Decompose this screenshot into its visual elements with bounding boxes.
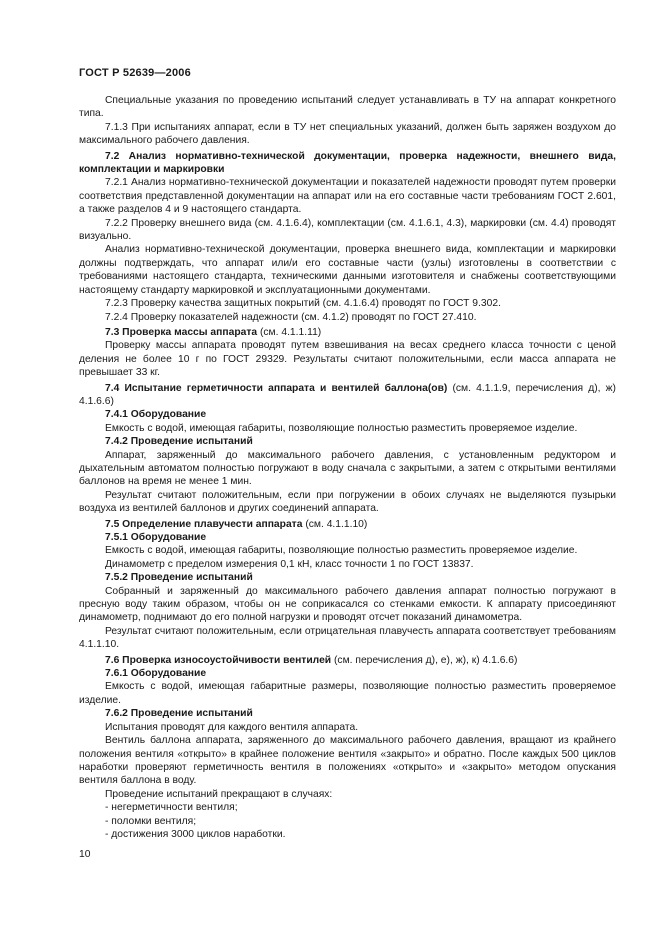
paragraph: Емкость с водой, имеющая габаритные размеры, позволяющие полностью разместить проверяемое изделие.	[79, 681, 616, 706]
list-item: - достижения 3000 циклов наработки.	[105, 828, 286, 840]
paragraph: Результат считают положительным, если отрицательная плавучесть аппарата соответствует требованиям 4.1.1.10.	[79, 625, 616, 651]
section-heading-7-2: 7.2 Анализ нормативно-технической документации, проверка надежности, внешнего вида, комплектации и маркировки	[79, 150, 616, 176]
paragraph: Емкость с водой, имеющая габариты, позволяющие полностью разместить проверяемое изделие.	[105, 422, 578, 434]
paragraph: Аппарат, заряженный до максимального рабочего давления, с установленным редуктором и дыхательным автоматом полностью погружают в воду сначала с закрытыми, а затем с открытыми вентилями баллонов на время не менее 1 мин.	[79, 449, 616, 488]
paragraph: Результат считают положительным, если при погружении в обоих случаях не выделяются пузырьки воздуха из вентилей баллонов и других соединений аппарата.	[79, 489, 616, 515]
paragraph: 7.2.4 Проверку показателей надежности (см. 4.1.2) проводят по ГОСТ 27.410.	[105, 311, 477, 323]
document-header: ГОСТ Р 52639—2006	[79, 67, 191, 79]
paragraph: 7.2.3 Проверку качества защитных покрытий (см. 4.1.6.4) проводят по ГОСТ 9.302.	[105, 298, 501, 310]
paragraph: Динамометр с пределом измерения 0,1 кН, класс точности 1 по ГОСТ 13837.	[105, 558, 474, 570]
paragraph: Проведение испытаний прекращают в случаях:	[105, 788, 333, 800]
paragraph: Испытания проводят для каждого вентиля аппарата.	[105, 721, 359, 733]
subsection-heading-7-5-1: 7.5.1 Оборудование	[105, 532, 207, 543]
paragraph: Емкость с водой, имеющая габариты, позволяющие полностью разместить проверяемое изделие.	[105, 545, 578, 557]
paragraph: Вентиль баллона аппарата, заряженного до максимального рабочего давления, вращают из крайнего положения вентиля «открыто» в крайнее положение вентиля «закрыто» и обратно. После каждых 500 циклов наработки проверяют герметичность вентиля в положениях «открыто» и «закрыто» методом опускания вентиля баллона в воду.	[79, 735, 616, 787]
list-item: - поломки вентиля;	[105, 815, 197, 827]
subsection-heading-7-4-1: 7.4.1 Оборудование	[105, 409, 207, 421]
paragraph: 7.1.3 При испытаниях аппарат, если в ТУ нет специальных указаний, должен быть заряжен воздухом до максимального рабочего давления.	[79, 121, 616, 147]
subsection-heading-7-4-2: 7.4.2 Проведение испытаний	[105, 436, 253, 448]
paragraph: Анализ нормативно-технической документации, проверка внешнего вида, комплектации и маркировки должны подтверждать, что аппарат или/и его составные части (узлы) изготовлены в соответствии с требованиями настоящего стандарта, техническими данными изготовителя и снабжены соответствующими настоящему стандарту маркировкой и эксплуатационными документами.	[79, 244, 616, 296]
page-number: 10	[79, 849, 91, 860]
section-heading-7-5: 7.5 Определение плавучести аппарата (см. 4.1.1.10)	[105, 518, 368, 530]
subsection-heading-7-5-2: 7.5.2 Проведение испытаний	[105, 572, 253, 584]
paragraph: 7.2.2 Проверку внешнего вида (см. 4.1.6.4), комплектации (см. 4.1.6.1, 4.3), маркировки (см. 4.4) проводят визуально.	[79, 217, 616, 243]
section-heading-7-6: 7.6 Проверка износоустойчивости вентилей (см. перечисления д), е), ж), к) 4.1.6.6)	[105, 654, 518, 666]
section-heading-7-4: 7.4 Испытание герметичности аппарата и вентилей баллона(ов) (см. 4.1.1.9, перечисления д), ж) 4.1.6.6)	[79, 382, 616, 407]
section-heading-7-3: 7.3 Проверка массы аппарата (см. 4.1.1.11)	[105, 326, 322, 338]
paragraph: 7.2.1 Анализ нормативно-технической документации и показателей надежности проводят путем проверки соответствия представленной документации на аппарат или на его составные части требованиям ГОСТ 2.601, а также разделов 4 и 9 настоящего стандарта.	[79, 177, 616, 216]
paragraph: Собранный и заряженный до максимального рабочего давления аппарат полностью погружают в пресную воду таким образом, чтобы он не соприкасался со стенками емкости. К аппарату присоединяют динамометр, поднимают до его полной нагрузки и проводят отсчет показаний динамометра.	[79, 585, 616, 624]
paragraph: Проверку массы аппарата проводят путем взвешивания на весах среднего класса точности с ценой деления не более 10 г по ГОСТ 29329. Результаты считают положительными, если масса аппарата не превышает 33 кг.	[79, 340, 616, 379]
subsection-heading-7-6-1: 7.6.1 Оборудование	[105, 668, 207, 680]
list-item: - негерметичности вентиля;	[105, 802, 238, 814]
subsection-heading-7-6-2: 7.6.2 Проведение испытаний	[105, 708, 253, 720]
document-body	[79, 94, 616, 841]
paragraph: Специальные указания по проведению испытаний следует устанавливать в ТУ на аппарат конкретного типа.	[79, 95, 616, 120]
